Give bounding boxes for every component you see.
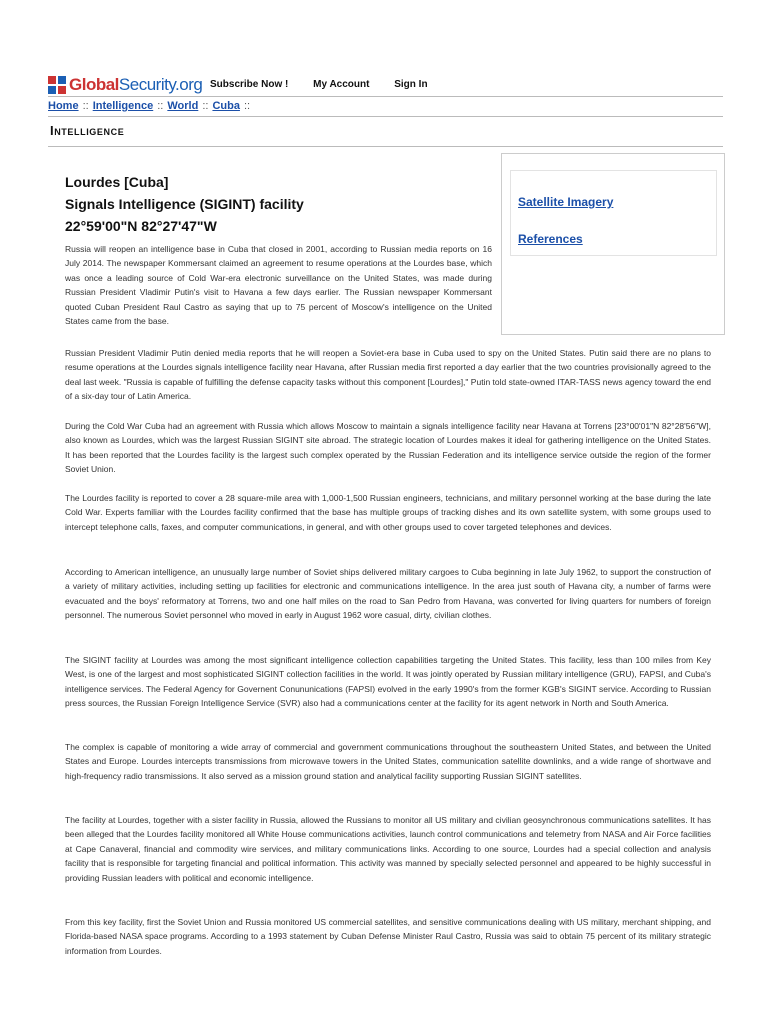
breadcrumb-sep: :: [243, 100, 251, 112]
article-paragraph: The complex is capable of monitoring a wide array of commercial and government communications throughout the southeastern United States, and between the United States and Europe. Lourdes intercepts transmissions from microwave towers in the United States, communication satellite downlinks, and a wide range of shortwave and high-frequency radio transmissions. It also served as a mission ground station and analytical facility supporting Russian SIGINT satellites. [65, 742, 711, 781]
breadcrumb-world[interactable]: World [167, 100, 199, 112]
divider [48, 116, 723, 117]
article-paragraph: During the Cold War Cuba had an agreement with Russia which allows Moscow to maintain a signals intelligence facility near Havana at Torrens [23°00'01"N 82°28'56"W], also known as Lourdes, which was the largest Russian SIGINT site abroad. The strategic location of Lourdes makes it ideal for gathering intelligence on the United States. It has been reported that the Lourdes facility is the largest such complex operated by the Russian Federation and its intelligence service outside the region of the former Soviet Union. [65, 421, 711, 475]
breadcrumb-sep: :: [202, 100, 209, 112]
breadcrumb-home[interactable]: Home [48, 100, 79, 112]
site-logo[interactable] [48, 72, 202, 98]
my-account-link[interactable]: My Account [313, 79, 370, 90]
account-links [210, 79, 450, 90]
article-paragraph: The SIGINT facility at Lourdes was among the most significant intelligence collection capabilities targeting the United States. This facility, less than 100 miles from Key West, is one of the largest and most sophisticated SIGINT collection facilities in the world. It was jointly operated by Russian military intelligence (GRU), FAPSI, and Cuba's intelligence services. The Federal Agency for Governent Conununications (FAPSI) evolved in the early 1990's from the former KGB's SIGINT service. According to Russian press sources, the Russian Foreign Intelligence Service (SVR) also had a communications center at the facility for its agent network in North and South America. [65, 655, 711, 709]
section-title: Intelligence [50, 123, 125, 138]
breadcrumb-sep: :: [157, 100, 164, 112]
divider [48, 146, 723, 147]
sidebar-box [501, 153, 725, 335]
article-coordinates: 22°59'00"N 82°27'47"W [65, 218, 217, 234]
sign-in-link[interactable]: Sign In [394, 79, 428, 90]
article-paragraph: Russia will reopen an intelligence base in Cuba that closed in 2001, according to Russian media reports on 16 July 2014. The newspaper Kommersant claimed an agreement to resume operations at the Lourdes base, which was once a leading source of Cold War-era electronic surveillance on the United States, was made during Russian President Vladimir Putin's visit to Havana a few days earlier. The Russian newspaper Kommersant quoted Cuban President Raul Castro as saying that up to 75 percent of Moscow's intelligence on the United States came from the base. [65, 244, 492, 327]
globe-icon [48, 76, 66, 94]
satellite-imagery-link[interactable]: Satellite Imagery [518, 195, 614, 209]
article-paragraph: The Lourdes facility is reported to cover a 28 square-mile area with 1,000-1,500 Russian engineers, technicians, and military personnel working at the base during the late Cold War. Experts familiar with the Lourdes facility confirmed that the base has multiple groups of tracking dishes and its own satellite system, with some groups used to intercept telephone calls, faxes, and computer communications, in general, and with other groups used to cover targeted telephones and devices. [65, 493, 711, 532]
article-subtitle: Signals Intelligence (SIGINT) facility [65, 196, 304, 212]
references-link[interactable]: References [518, 232, 583, 246]
article-headings [65, 171, 304, 237]
logo-text-bold: Global [69, 75, 119, 94]
divider [48, 96, 723, 97]
breadcrumb [48, 100, 254, 112]
logo-text-light: Security.org [118, 75, 203, 94]
article-paragraph: Russian President Vladimir Putin denied media reports that he will reopen a Soviet-era base in Cuba used to spy on the United States. Putin said there are no plans to resume operations at the Lourdes signals intelligence facility near Havana, after Russian media first reported a day earlier that the two countries provisionally agreed to the deal last week. "Russia is capable of fulfilling the defense capacity tasks without this component [Lourdes]," Putin told state-owned ITAR-TASS news agency toward the end of a six-day tour of Latin America. [65, 348, 711, 402]
article-paragraph: From this key facility, first the Soviet Union and Russia monitored US commercial satellites, and sensitive communications dealing with US military, merchant shipping, and Florida-based NASA space programs. According to a 1993 statement by Cuban Defense Minister Raul Castro, Russia was said to obtain 75 percent of its military strategic information from Lourdes. [65, 917, 711, 956]
subscribe-link[interactable]: Subscribe Now ! [210, 79, 289, 90]
article-paragraph: According to American intelligence, an unusually large number of Soviet ships delivered military cargoes to Cuba beginning in late July 1962, to support the construction of a variety of military activities, including setting up facilities for electronic and communications intelligence. In the area just south of Havana city, a number of farms were evacuated and the boys' reformatory at Torrens, two and one half miles on the road to San Pedro from Havana, was converted for living quarters for numbers of foreign personnel. The numerous Soviet personnel who moved in early in August 1962 wore casual, dirty, civilian clothes. [65, 567, 711, 621]
breadcrumb-sep: :: [82, 100, 89, 112]
top-bar [48, 72, 723, 98]
article-title: Lourdes [Cuba] [65, 174, 169, 190]
article-paragraph: The facility at Lourdes, together with a sister facility in Russia, allowed the Russians to monitor all US military and civilian geosynchronous communications satellites. It has been alleged that the Lourdes facility monitored all White House communications activities, launch control communications and telemetry from NASA and Air Force facilities at Cape Canaveral, financial and commodity wire services, and military communications links. According to one source, Lourdes had a special collection and analysis facility that is responsible for targeting financial and political information. This activity was manned by specially selected personnel and appeared to be highly successful in providing Russian leaders with political and economic intelligence. [65, 815, 711, 883]
breadcrumb-intelligence[interactable]: Intelligence [92, 100, 154, 112]
breadcrumb-cuba[interactable]: Cuba [212, 100, 240, 112]
